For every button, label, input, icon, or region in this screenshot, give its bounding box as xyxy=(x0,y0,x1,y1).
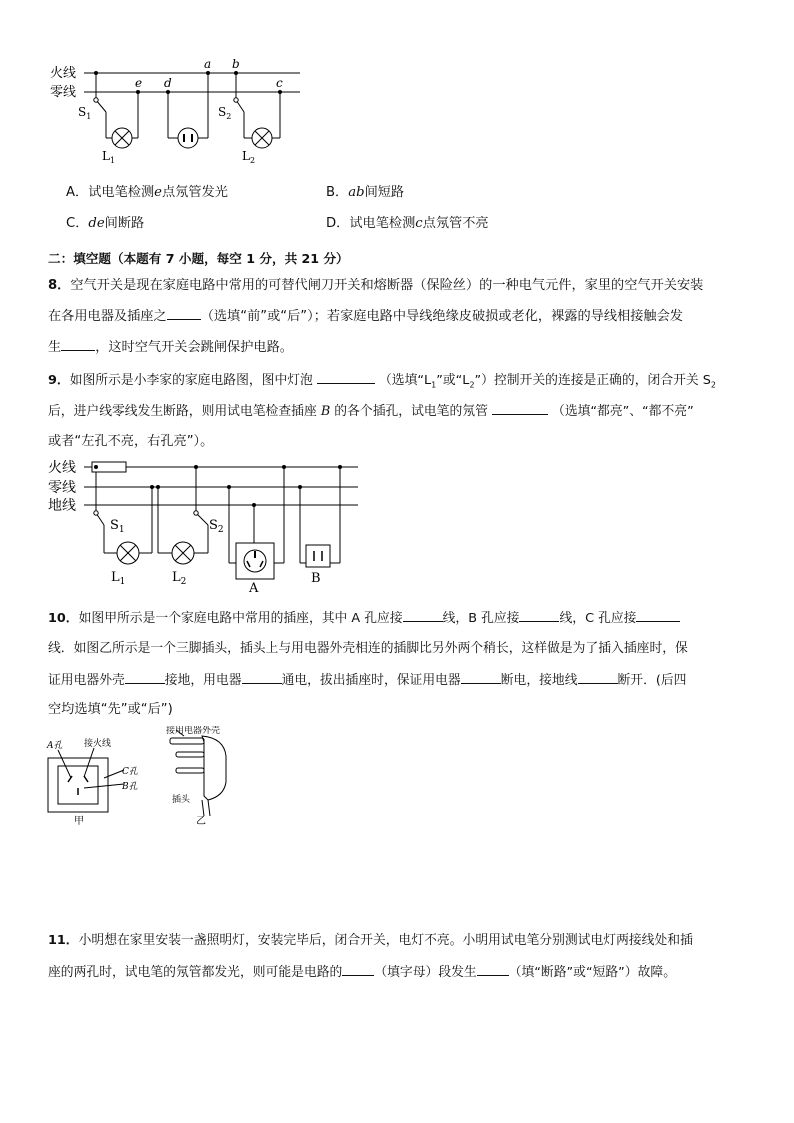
plug-label: 插头 xyxy=(172,795,191,805)
answer-blank[interactable] xyxy=(461,670,501,684)
q8-line1: 8．空气开关是现在家庭电路中常用的可替代闸刀开关和熔断器（保险丝）的一种电气元件，家里的空气开关安装 xyxy=(48,278,704,293)
lamp-l1-label: $L_1$ xyxy=(111,570,126,587)
q8-line2: 在各用电器及插座之 （选填“前”或“后”）；若家庭电路中导线绝缘皮破损或老化，裸露的导线相接触会发 xyxy=(48,306,758,327)
answer-blank[interactable] xyxy=(578,670,618,684)
q7-option-b: B．ab间短路 xyxy=(326,185,405,200)
fire-wire-label: 火线 xyxy=(48,460,76,476)
q8-line3: 生 ，这时空气开关会跳闸保护电路。 xyxy=(48,337,758,358)
answer-blank[interactable] xyxy=(61,337,95,351)
q9-line3: 或者“左孔不亮，右孔亮”）。 xyxy=(48,434,214,449)
answer-blank[interactable] xyxy=(342,962,374,976)
switch-s1-label: $S_1$ xyxy=(110,518,125,535)
q7-option-c: C．de间断路 xyxy=(66,216,145,231)
socket-icon xyxy=(178,128,198,148)
socket-b-icon xyxy=(306,545,330,567)
answer-blank[interactable] xyxy=(125,670,165,684)
zero-wire-label: 零线 xyxy=(48,480,76,496)
answer-blank[interactable] xyxy=(403,608,443,622)
socket-b-label: B xyxy=(311,571,321,586)
point-c: c xyxy=(276,76,283,90)
q9-line2: 后，进户线零线发生断路，则用试电笔检查插座 B 的各个插孔，试电笔的氖管 （选填“都亮”、“都不亮” xyxy=(48,401,758,422)
switch-s2-label: $S_2$ xyxy=(218,105,232,121)
fire-wire-label: 火线 xyxy=(50,66,77,81)
lamp-l1-label: $L_1$ xyxy=(102,149,116,165)
point-a: a xyxy=(204,57,212,71)
switch-s1-label: $S_1$ xyxy=(78,105,92,121)
shell-pin-note: 接用电器外壳 xyxy=(166,726,221,736)
circuit-figure-q9 xyxy=(46,455,366,595)
answer-blank[interactable] xyxy=(167,306,201,320)
point-d: d xyxy=(164,76,172,90)
q10-line4: 空均选填“先”或“后”) xyxy=(48,702,173,717)
figure-yi-label: 乙 xyxy=(196,816,206,827)
b-hole-label: B孔 xyxy=(122,782,138,792)
q7-option-d: D．试电笔检测c点氖管不亮 xyxy=(326,216,489,231)
point-b: b xyxy=(232,57,240,71)
answer-blank[interactable] xyxy=(519,608,559,622)
point-e: e xyxy=(135,76,143,90)
answer-blank[interactable] xyxy=(636,608,680,622)
q9-line1: 9．如图所示是小李家的家庭电路图，图中灯泡 （选填“$L_1$”或“$L_2$”）控制开关的连接是正确的，闭合开关 $S_2$ xyxy=(48,370,758,396)
lamp-l2-label: $L_2$ xyxy=(172,570,187,587)
figure-jia-label: 甲 xyxy=(74,816,84,827)
q10-line2: 线．如图乙所示是一个三脚插头，插头上与用电器外壳相连的插脚比另外两个稍长，这样做是为了插入插座时，保 xyxy=(48,641,688,656)
socket-a-icon xyxy=(236,543,274,579)
ground-wire-label: 地线 xyxy=(48,498,76,514)
answer-blank[interactable] xyxy=(242,670,282,684)
circuit-figure-q7 xyxy=(40,50,320,170)
socket-plug-figure xyxy=(44,726,244,828)
answer-blank[interactable] xyxy=(492,401,548,415)
q11-line2: 座的两孔时，试电笔的氖管都发光，则可能是电路的 （填字母）段发生 （填“断路”或“短路”）故障。 xyxy=(48,962,758,983)
q11-line1: 11．小明想在家里安装一盏照明灯，安装完毕后，闭合开关，电灯不亮。小明用试电笔分别测试电灯两接线处和插 xyxy=(48,933,693,948)
c-hole-label: C孔 xyxy=(122,767,138,777)
socket-a-label: A xyxy=(249,581,259,595)
answer-blank[interactable] xyxy=(317,370,375,384)
a-hole-label: A孔 xyxy=(47,741,63,751)
lamp-l2-label: $L_2$ xyxy=(242,149,256,165)
q10-line3: 证用电器外壳 接地，用电器 通电，拔出插座时，保证用电器 断电，接地线 断开．(后四 xyxy=(48,670,758,691)
q10-line1: 10．如图甲所示是一个家庭电路中常用的插座，其中 A 孔应接 线，B 孔应接 线，C 孔应接 xyxy=(48,608,758,629)
q7-option-a: A．试电笔检测e点氖管发光 xyxy=(66,185,228,200)
fire-wire-note: 接火线 xyxy=(84,739,112,749)
section-heading: 二：填空题（本题有 7 小题，每空 1 分，共 21 分） xyxy=(48,251,349,266)
zero-wire-label: 零线 xyxy=(50,85,77,100)
switch-s2-label: $S_2$ xyxy=(209,518,224,535)
answer-blank[interactable] xyxy=(477,962,509,976)
